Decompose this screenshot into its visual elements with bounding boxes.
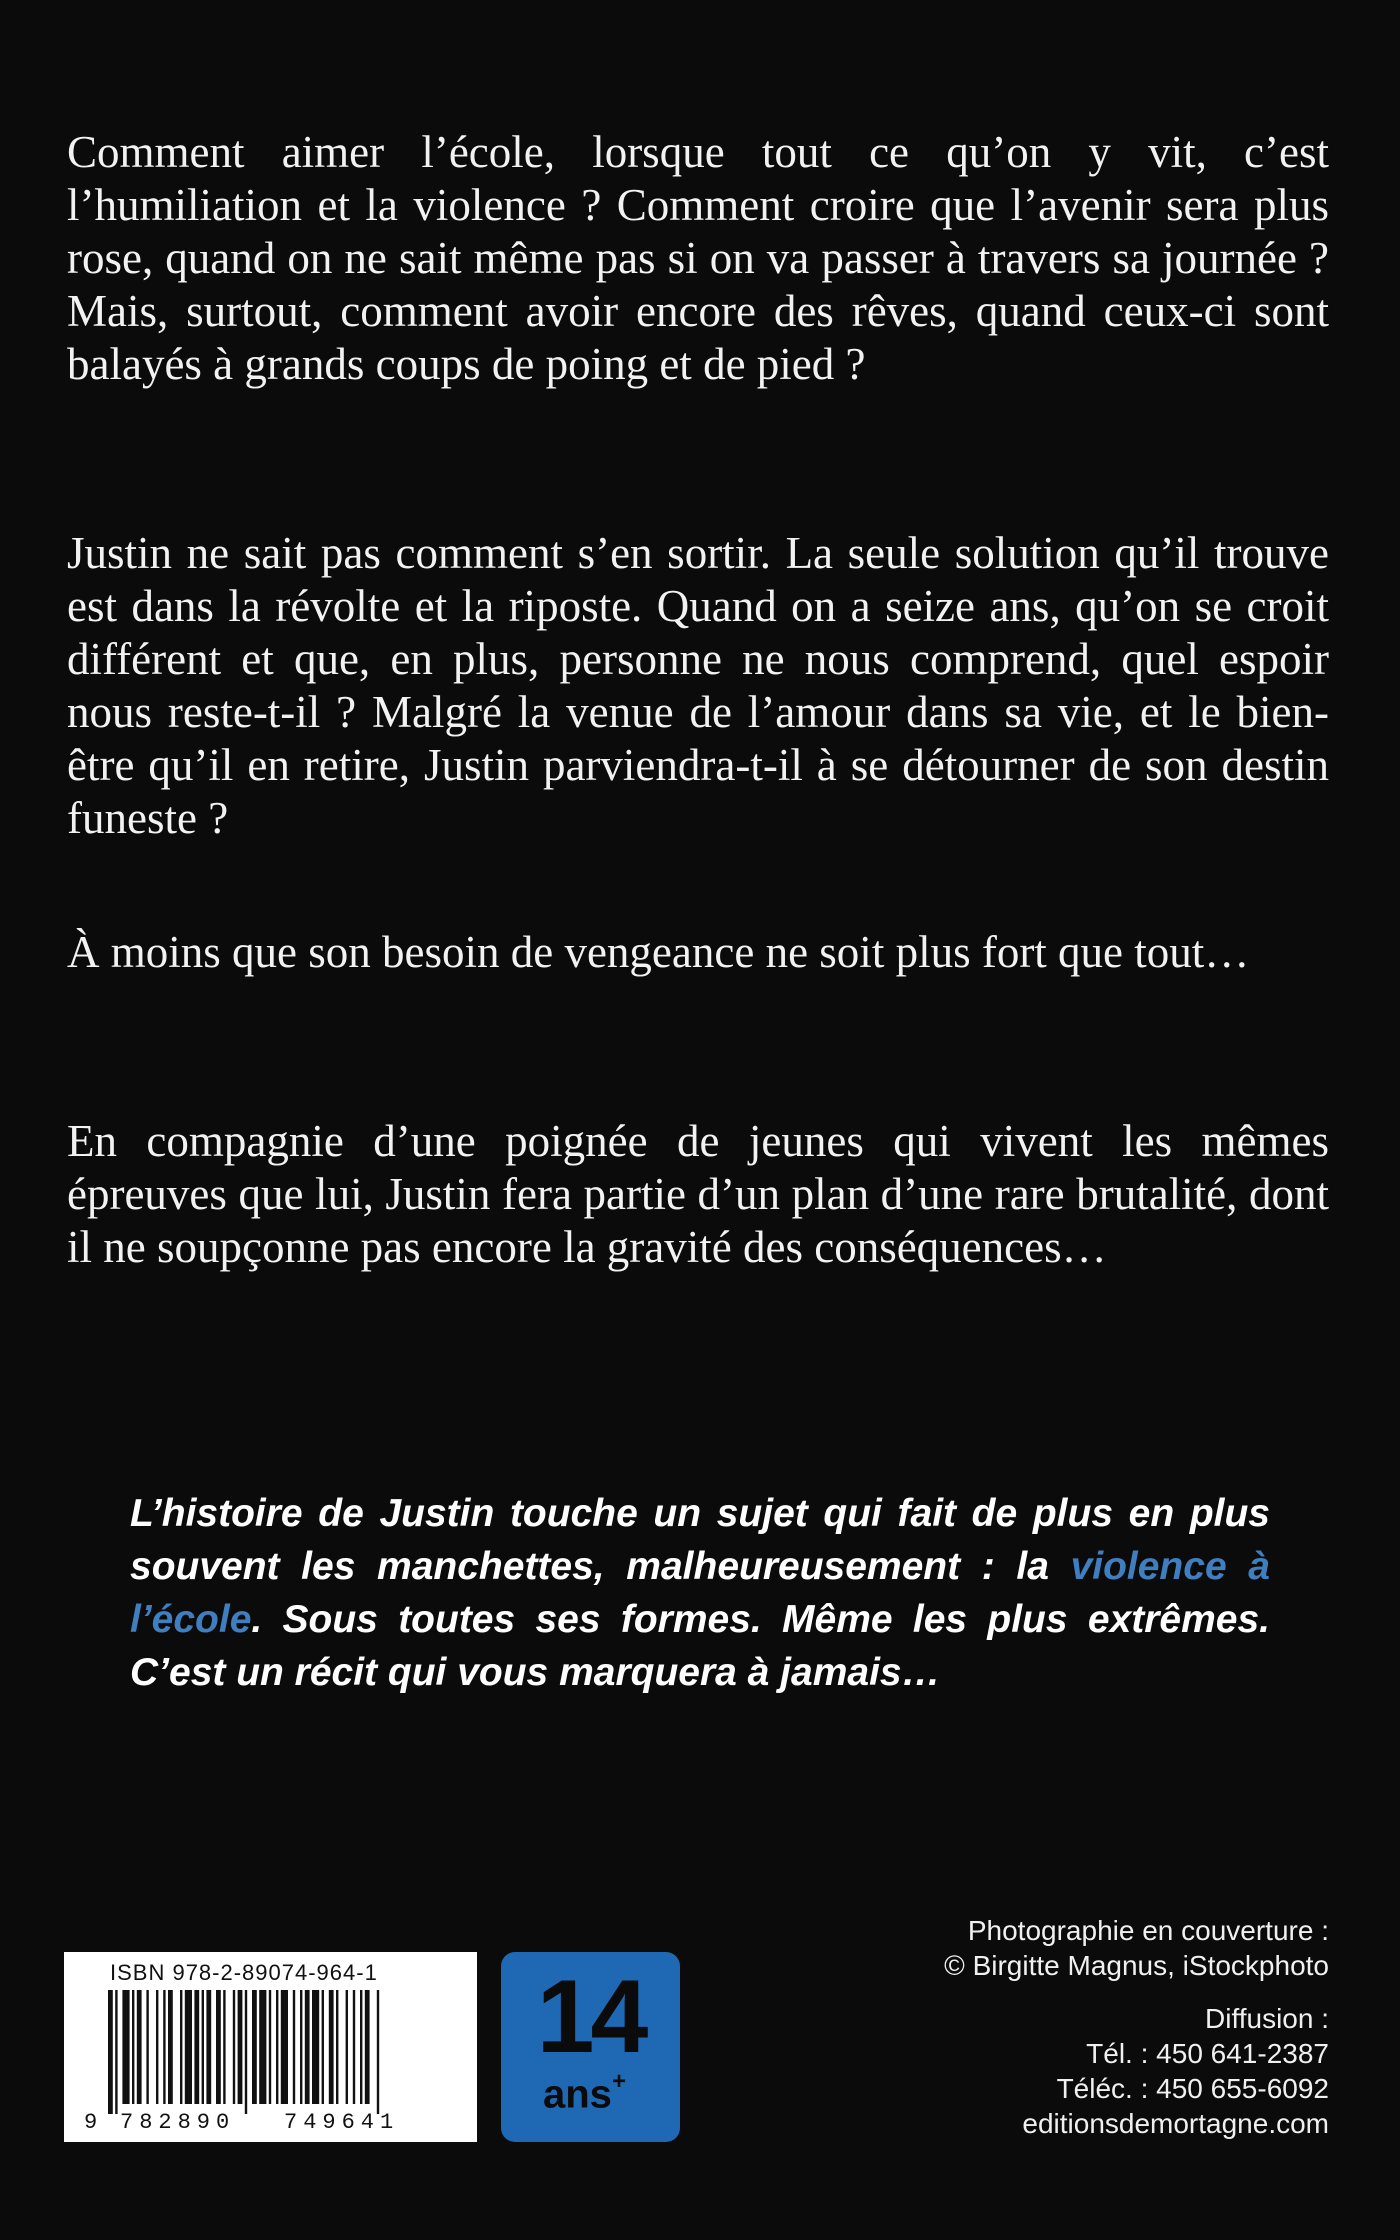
photo-credit: © Birgitte Magnus, iStockphoto [944,1950,1329,1981]
tagline-after: . Sous toutes ses formes. Même les plus extrêmes. C’est un récit qui vous marquera à jamais… [130,1598,1270,1694]
synopsis-paragraph-4: En compagnie d’une poignée de jeunes qui vivent les mêmes épreuves que lui, Justin fera partie d’un plan d’une rare brutalité, dont il ne soupçonne pas encore la gravité des conséquences… [67,1116,1329,1272]
phone-number: Tél. : 450 641-2387 [1086,2038,1329,2069]
barcode-bar [300,1990,302,2104]
tagline-before: L’histoire de Justin touche un sujet qui fait de plus en plus souvent les manchettes, malheureusement : la [130,1492,1270,1588]
barcode-bar [238,1990,243,2104]
barcode-bar [360,1990,362,2104]
barcode-bar [353,1990,355,2104]
fax-number: Téléc. : 450 655-6092 [1056,2073,1329,2104]
synopsis-paragraph-2: Justin ne sait pas comment s’en sortir. La seule solution qu’il trouve est dans la révolte et la riposte. Quand on a seize ans, qu’on se croit différent et que, en plus, personne ne nous comprend, quel espoir nous reste-t-il ? Malgré la venue de l’amour dans sa vie, et le bien-être qu’il en retire, Justin parviendra-t-il à se détourner de son destin funeste ? [67,528,1329,843]
barcode-digit-first: 9 [84,2110,98,2135]
synopsis-paragraph-3: À moins que son besoin de vengeance ne soit plus fort que tout… [67,927,1250,977]
barcode-bar [108,1990,113,2114]
barcode-bar [293,1990,295,2104]
barcode-bar [194,1990,199,2104]
barcode-bar [329,1990,334,2104]
barcode-bar [233,1990,235,2104]
tagline-highlight: violence à l’école [130,1545,1270,1641]
barcode-bar [322,1990,324,2104]
barcode-bar [346,1990,348,2104]
isbn-barcode [64,1952,477,2142]
barcode-bar [163,1990,165,2104]
barcode-bar [206,1990,211,2104]
photo-credit-label: Photographie en couverture : [967,1915,1329,1946]
barcode-bar [132,1990,134,2104]
age-unit-text: ans [543,2072,612,2117]
diffusion-label: Diffusion : [1205,2003,1329,2034]
barcode-bar [365,1990,370,2104]
synopsis-paragraph-1: Comment aimer l’école, lorsque tout ce qu’on y vit, c’est l’humiliation et la violence ? Comment croire que l’avenir sera plus rose, quand on ne sait même pas si on va passer à travers sa journée ? Mais, surtout, comment avoir encore des rêves, quand ceux-ci sont balayés à grands coups de poing et de pied ? [67,127,1329,389]
barcode-bar [137,1990,142,2104]
barcode-bar [269,1990,271,2104]
barcode-bar [156,1990,158,2104]
barcode-bar [377,1990,379,2114]
barcode-bar [122,1990,129,2104]
age-rating-number: 14 [536,1959,645,2075]
barcode-bar [185,1990,192,2104]
barcode-bar [312,1990,319,2104]
barcode-digits-left: 782890 [120,2110,236,2135]
tagline [130,1487,1270,1699]
barcode-bar [245,1990,247,2114]
barcode-bar [180,1990,182,2104]
barcode-bar [336,1990,338,2104]
barcode-bar [276,1990,278,2104]
barcode-bar [115,1990,117,2114]
barcode-bar [202,1990,204,2104]
barcode-bar [168,1990,173,2104]
barcode-bar [259,1990,266,2104]
barcode-bar [305,1990,310,2104]
barcode-bar [216,1990,221,2104]
age-rating-badge [501,1952,680,2142]
publisher-website: editionsdemortagne.com [1022,2108,1329,2139]
barcode-bar [281,1990,288,2104]
publisher-credits [809,1913,1329,2141]
barcode-digits-right: 749641 [284,2110,400,2135]
barcode-bar [252,1990,257,2104]
barcode-bar [223,1990,225,2104]
barcode-bar [146,1990,148,2104]
isbn-label: ISBN 978-2-89074-964-1 [110,1960,378,1985]
age-rating-unit [543,2068,626,2117]
age-plus-sign: + [611,2068,626,2095]
